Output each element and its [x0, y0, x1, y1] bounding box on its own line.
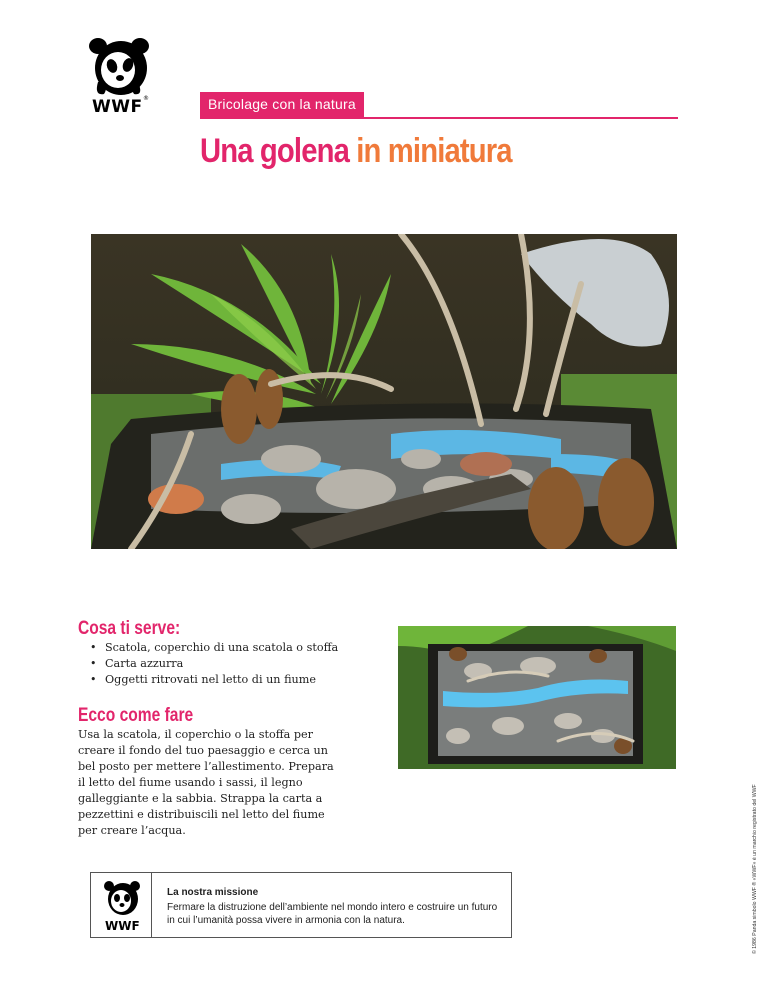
list-item: [78, 640, 338, 656]
copyright-note: © 1986 Panda simbolo WWF ® «WWF» è un marchio registrato del WWF: [752, 784, 758, 954]
river-diorama-photo: [91, 234, 677, 549]
list-item: [78, 672, 338, 688]
needs-list: [78, 640, 338, 688]
instructions-text: Usa la scatola, il coperchio o la stoffa per creare il fondo del tuo paesaggio e cerca un bel posto per mettere l’allestimento. Prepara il letto del fiume usando i sassi, il legno galleggiante e la sabbia. Strappa la carta a pezzettini e distribuiscili nel letto del fiume per creare l’acqua.: [78, 728, 334, 837]
category-tag: Bricolage con la natura: [200, 92, 364, 117]
mission-text: Fermare la distruzione dell’ambiente nel mondo intero e costruire un futuro in cui l’umanità possa vivere in armonia con la natura.: [167, 902, 498, 926]
bullet: •: [90, 673, 97, 686]
page-title: [200, 130, 512, 172]
mission-divider: [151, 873, 152, 937]
title-part1: Una golena: [200, 132, 349, 170]
mission-title: La nostra missione: [167, 887, 259, 898]
list-item: [78, 656, 338, 672]
list-item-text: Carta azzurra: [105, 657, 184, 670]
bullet: •: [90, 641, 97, 654]
header-rule: [200, 117, 678, 119]
list-item-text: Scatola, coperchio di una scatola o stoffa: [105, 641, 339, 654]
needs-heading: Cosa ti serve:: [78, 618, 181, 639]
bullet: •: [90, 657, 97, 670]
instructions-heading: Ecco come fare: [78, 705, 194, 726]
title-part2: in miniatura: [356, 132, 512, 170]
diorama-top-view-photo: [398, 626, 676, 769]
wwf-logo-text-small: WWF: [105, 919, 140, 933]
list-item-text: Oggetti ritrovati nel letto di un fiume: [105, 673, 316, 686]
wwf-logo-text: WWF: [92, 97, 143, 117]
registered-mark: ®: [143, 95, 149, 102]
mission-box: [90, 872, 512, 938]
